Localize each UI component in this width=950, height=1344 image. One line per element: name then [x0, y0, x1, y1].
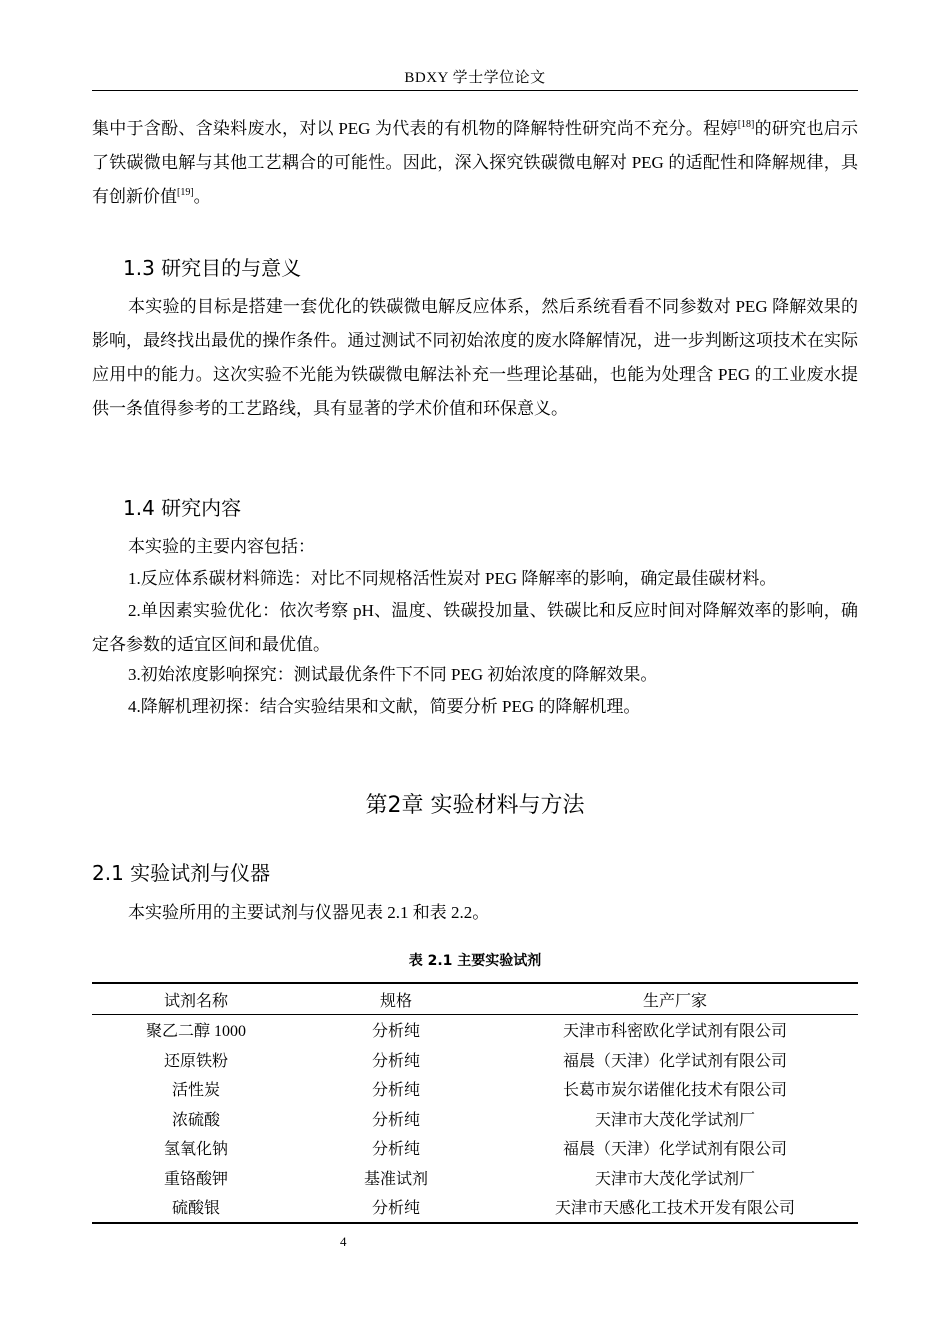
citation-18: [18] — [737, 119, 755, 130]
reagent-spec: 分析纯 — [371, 1082, 420, 1100]
reagent-name: 氢氧化钠 — [163, 1141, 228, 1159]
content-item-4: 4.降解机理初探：结合实验结果和文献，简要分析 PEG 的降解机理。 — [128, 697, 641, 716]
section-1-4-heading: 1.4 研究内容 — [123, 496, 242, 520]
section-1-3-body: 本实验的目标是搭建一套优化的铁碳微电解反应体系，然后系统看看不同参数对 PEG 降解效果的影响，最终找出最优的操作条件。通过测试不同初始浓度的废水降解情况，进一步判断这项技术在实际应用中的能力。这次实验不光能为铁碳微电解法补充一些理论基础，也能为处理含 PEG 的工业废水提供一条值得参考的工艺路线，具有显著的学术价值和环保意义。 — [92, 297, 858, 418]
reagent-manufacturer: 天津市大茂化学试剂厂 — [594, 1111, 755, 1129]
reagent-name: 活性炭 — [171, 1082, 220, 1100]
intro-paragraph — [92, 112, 858, 214]
reagent-name: 硫酸银 — [171, 1200, 220, 1218]
reagent-spec: 分析纯 — [371, 1200, 420, 1218]
reagent-manufacturer: 长葛市炭尔诺催化技术有限公司 — [562, 1082, 787, 1100]
intro-text-1: 集中于含酚、含染料废水，对以 PEG 为代表的有机物的降解特性研究尚不充分。程婷 — [92, 119, 738, 138]
reagent-manufacturer: 天津市科密欧化学试剂有限公司 — [562, 1023, 787, 1041]
content-item-1: 1.反应体系碳材料筛选：对比不同规格活性炭对 PEG 降解率的影响，确定最佳碳材料。 — [128, 569, 777, 588]
content-item-2: 2.单因素实验优化：依次考察 pH、温度、铁碳投加量、铁碳比和反应时间对降解效率的影响，确定各参数的适宜区间和最优值。 — [92, 601, 858, 654]
reagent-name: 浓硫酸 — [171, 1111, 220, 1129]
table-row — [92, 1045, 858, 1075]
column-header-manufacturer: 生产厂家 — [642, 992, 707, 1010]
table-caption: 表 2.1 主要实验试剂 — [408, 953, 542, 969]
reagent-spec: 分析纯 — [371, 1141, 420, 1159]
header-rule — [92, 90, 858, 91]
table-row — [92, 1133, 858, 1163]
citation-19: [19] — [177, 187, 194, 198]
table-row — [92, 1074, 858, 1104]
reagent-name: 还原铁粉 — [163, 1052, 228, 1070]
reagent-spec: 分析纯 — [371, 1023, 420, 1041]
section-1-4-intro: 本实验的主要内容包括： — [128, 537, 315, 556]
reagent-spec: 分析纯 — [371, 1052, 420, 1070]
content-item-3: 3.初始浓度影响探究：测试最优条件下不同 PEG 初始浓度的降解效果。 — [128, 665, 658, 684]
page-number: 4 — [340, 1234, 347, 1249]
reagents-table — [92, 982, 858, 1224]
table-header-row — [92, 983, 858, 1015]
table-row — [92, 1104, 858, 1134]
reagent-name: 聚乙二醇 1000 — [145, 1023, 246, 1041]
reagent-manufacturer: 天津市天感化工技术开发有限公司 — [554, 1200, 795, 1218]
reagent-name: 重铬酸钾 — [163, 1170, 228, 1188]
running-header: BDXY 学士学位论文 — [404, 70, 546, 86]
reagent-manufacturer: 福晨（天津）化学试剂有限公司 — [562, 1052, 787, 1070]
intro-text-3: 。 — [193, 187, 211, 206]
reagent-manufacturer: 天津市大茂化学试剂厂 — [594, 1170, 755, 1188]
reagent-spec: 基准试剂 — [363, 1170, 428, 1188]
reagent-manufacturer: 福晨（天津）化学试剂有限公司 — [562, 1141, 787, 1159]
chapter-2-title: 第2章 实验材料与方法 — [365, 793, 585, 818]
reagent-spec: 分析纯 — [371, 1111, 420, 1129]
section-2-1-heading: 2.1 实验试剂与仪器 — [92, 861, 271, 885]
table-row — [92, 1192, 858, 1223]
intro-text-2: 的研究也启示了铁碳微电解与其他工艺耦合的可能性。因此，深入探究铁碳微电解对 PEG 的适配性和降解规律，具有创新价值 — [92, 119, 858, 206]
section-2-1-body: 本实验所用的主要试剂与仪器见表 2.1 和表 2.2。 — [128, 903, 490, 922]
column-header-name: 试剂名称 — [163, 992, 228, 1010]
table-row — [92, 1163, 858, 1193]
column-header-spec: 规格 — [379, 992, 412, 1010]
table-row — [92, 1015, 858, 1045]
section-1-3-heading: 1.3 研究目的与意义 — [123, 256, 302, 280]
